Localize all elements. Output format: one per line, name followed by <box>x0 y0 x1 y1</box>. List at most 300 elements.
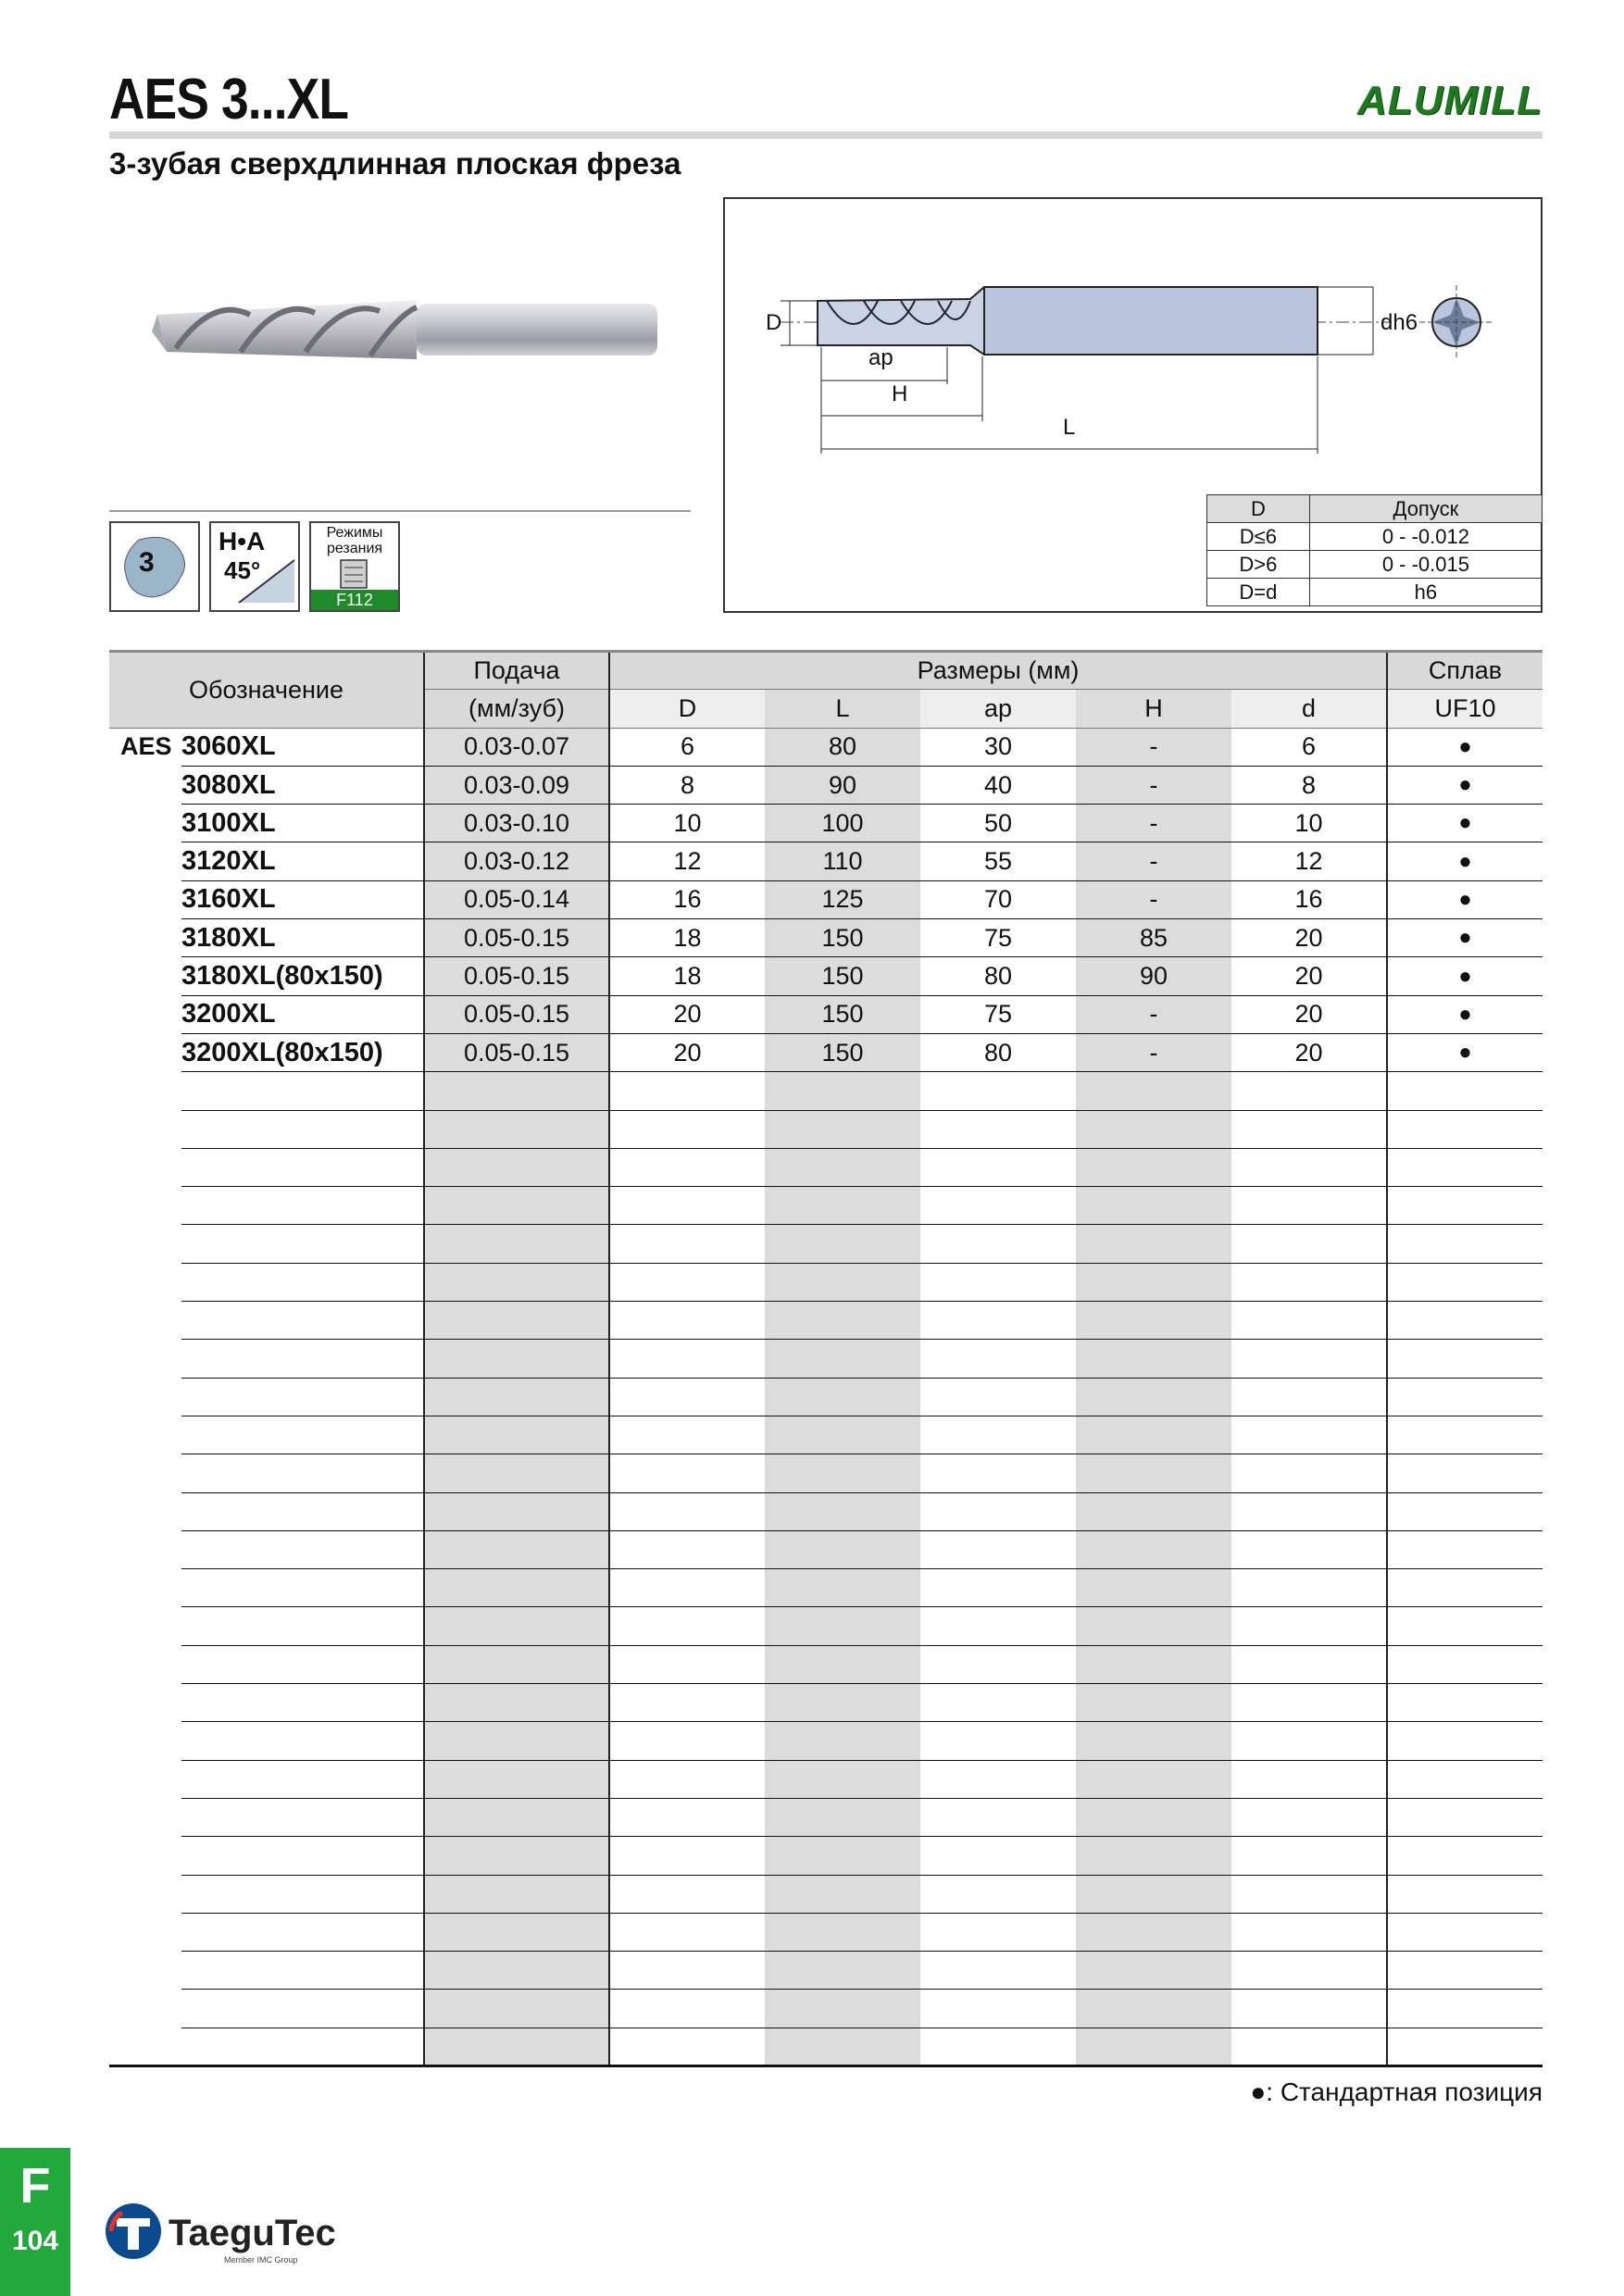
cell-L <box>765 1569 920 1607</box>
cell-ap: 70 <box>920 880 1076 918</box>
cell-L: 150 <box>765 995 920 1033</box>
cell-d: 20 <box>1231 995 1387 1033</box>
cell-L <box>765 1454 920 1492</box>
cell-feed <box>424 1416 609 1454</box>
cell-standard-marker: ● <box>1387 766 1543 804</box>
cell-D <box>609 1148 765 1186</box>
cell-d <box>1231 1990 1387 2028</box>
cell-H: - <box>1076 1033 1231 1071</box>
cell-standard-marker <box>1387 2028 1543 2065</box>
series-prefix <box>109 766 181 804</box>
series-prefix <box>109 1990 181 2028</box>
series-prefix <box>109 1684 181 1722</box>
cell-d <box>1231 1492 1387 1530</box>
cell-L: 125 <box>765 880 920 918</box>
cell-feed: 0.03-0.09 <box>424 766 609 804</box>
cell-feed <box>424 1607 609 1645</box>
cell-d <box>1231 1263 1387 1301</box>
brand-logo: ALUMILL <box>1356 78 1543 123</box>
cell-designation <box>181 1684 424 1722</box>
table-row <box>109 1302 1543 1340</box>
page-subtitle: 3-зубая сверхдлинная плоская фреза <box>109 146 681 181</box>
cell-feed <box>424 1913 609 1951</box>
cell-ap: 80 <box>920 957 1076 995</box>
cell-standard-marker: ● <box>1387 919 1543 957</box>
cell-ap <box>920 2028 1076 2065</box>
cell-feed: 0.03-0.10 <box>424 805 609 842</box>
cell-D <box>609 1416 765 1454</box>
cell-standard-marker <box>1387 1454 1543 1492</box>
cell-feed: 0.05-0.15 <box>424 1033 609 1071</box>
cell-ap <box>920 1722 1076 1760</box>
cell-feed <box>424 1530 609 1568</box>
cell-d <box>1231 1798 1387 1836</box>
cell-ap <box>920 1990 1076 2028</box>
cell-d <box>1231 1416 1387 1454</box>
series-prefix <box>109 1569 181 1607</box>
series-prefix <box>109 1875 181 1913</box>
cell-standard-marker <box>1387 1110 1543 1148</box>
table-row <box>109 1378 1543 1416</box>
cell-L: 150 <box>765 957 920 995</box>
cell-H: - <box>1076 842 1231 880</box>
col-header-H: H <box>1076 690 1231 728</box>
table-row <box>109 1913 1543 1951</box>
cell-d <box>1231 2028 1387 2065</box>
cell-H <box>1076 1760 1231 1798</box>
dim-label-L: L <box>1063 415 1076 440</box>
table-row <box>109 1225 1543 1263</box>
cell-H <box>1076 1837 1231 1875</box>
cell-H <box>1076 1263 1231 1301</box>
taegutec-emblem <box>104 2202 163 2261</box>
cell-ap <box>920 1530 1076 1568</box>
cell-d: 20 <box>1231 1033 1387 1071</box>
cell-designation <box>181 1645 424 1683</box>
series-prefix <box>109 1607 181 1645</box>
cell-D <box>609 1722 765 1760</box>
table-row <box>109 1148 1543 1186</box>
cell-D: 20 <box>609 995 765 1033</box>
cell-D <box>609 1990 765 2028</box>
series-prefix <box>109 1148 181 1186</box>
series-prefix <box>109 805 181 842</box>
cell-L <box>765 1148 920 1186</box>
tolerance-header-tol: Допуск <box>1309 495 1542 523</box>
cell-L <box>765 1760 920 1798</box>
cell-feed: 0.05-0.15 <box>424 919 609 957</box>
cell-standard-marker: ● <box>1387 842 1543 880</box>
cell-feed <box>424 1645 609 1683</box>
cell-D <box>609 1952 765 1990</box>
table-row <box>109 805 1543 842</box>
cell-D <box>609 1798 765 1836</box>
cell-ap: 55 <box>920 842 1076 880</box>
cell-ap <box>920 1263 1076 1301</box>
end-mill-photo <box>139 259 685 398</box>
cell-d <box>1231 1913 1387 1951</box>
cell-H <box>1076 1148 1231 1186</box>
table-row <box>109 1760 1543 1798</box>
cell-standard-marker <box>1387 1378 1543 1416</box>
cell-ap <box>920 1072 1076 1110</box>
section-letter: F <box>19 2158 51 2214</box>
cell-D <box>609 1187 765 1225</box>
cell-d <box>1231 1569 1387 1607</box>
cell-designation <box>181 1837 424 1875</box>
table-row <box>109 1645 1543 1683</box>
cell-D <box>609 1110 765 1148</box>
series-prefix: AES <box>120 732 172 761</box>
col-header-designation: Обозначение <box>109 652 424 729</box>
series-prefix <box>109 1072 181 1110</box>
cell-feed <box>424 1340 609 1378</box>
table-row <box>109 728 1543 766</box>
cell-standard-marker <box>1387 1416 1543 1454</box>
cell-D <box>609 1530 765 1568</box>
cell-D <box>609 1492 765 1530</box>
cell-d <box>1231 1952 1387 1990</box>
cell-H: - <box>1076 728 1231 766</box>
col-header-feed-unit: (мм/зуб) <box>424 690 609 728</box>
cell-L <box>765 1837 920 1875</box>
table-row <box>109 919 1543 957</box>
series-prefix <box>109 1492 181 1530</box>
cell-designation <box>181 1072 424 1110</box>
col-header-grade: UF10 <box>1387 690 1543 728</box>
cell-standard-marker <box>1387 1837 1543 1875</box>
series-prefix <box>109 919 181 957</box>
cell-ap: 80 <box>920 1033 1076 1071</box>
cell-ap <box>920 1416 1076 1454</box>
cell-feed <box>424 1875 609 1913</box>
cell-D <box>609 1340 765 1378</box>
cell-H <box>1076 1952 1231 1990</box>
cell-D <box>609 1607 765 1645</box>
cell-D <box>609 1569 765 1607</box>
series-prefix <box>109 880 181 918</box>
cell-designation <box>181 1913 424 1951</box>
cell-H <box>1076 1378 1231 1416</box>
cell-feed <box>424 1187 609 1225</box>
header-divider <box>109 131 1543 139</box>
cell-designation: 3060XL <box>181 728 424 766</box>
table-row <box>109 1033 1543 1071</box>
cell-standard-marker <box>1387 1990 1543 2028</box>
table-row <box>109 766 1543 804</box>
cell-D <box>609 1263 765 1301</box>
cell-standard-marker: ● <box>1387 805 1543 842</box>
cell-designation <box>181 1530 424 1568</box>
tolerance-header-row <box>1207 495 1543 523</box>
dim-label-ap: ap <box>868 345 893 370</box>
cell-d <box>1231 1454 1387 1492</box>
cell-designation <box>181 1187 424 1225</box>
series-prefix <box>109 957 181 995</box>
cutting-data-icon[interactable] <box>309 521 400 612</box>
cell-d <box>1231 1187 1387 1225</box>
series-prefix <box>109 842 181 880</box>
cell-standard-marker <box>1387 1952 1543 1990</box>
cell-ap <box>920 1798 1076 1836</box>
cell-designation <box>181 1225 424 1263</box>
cell-d <box>1231 1072 1387 1110</box>
cell-L <box>765 1913 920 1951</box>
cell-H <box>1076 1225 1231 1263</box>
cell-L <box>765 1187 920 1225</box>
cell-L <box>765 1340 920 1378</box>
cell-H <box>1076 1913 1231 1951</box>
cell-designation <box>181 1760 424 1798</box>
cell-feed <box>424 1302 609 1340</box>
cell-H <box>1076 2028 1231 2065</box>
dim-label-H: H <box>892 381 908 406</box>
cell-feed <box>424 1952 609 1990</box>
col-header-D: D <box>609 690 765 728</box>
cell-feed <box>424 1072 609 1110</box>
cell-standard-marker: ● <box>1387 957 1543 995</box>
col-header-feed: Подача <box>424 652 609 690</box>
cell-ap: 75 <box>920 995 1076 1033</box>
cell-L: 90 <box>765 766 920 804</box>
cell-D: 12 <box>609 842 765 880</box>
cell-designation <box>181 1492 424 1530</box>
cell-feed <box>424 1225 609 1263</box>
col-header-dimensions: Размеры (мм) <box>609 652 1387 690</box>
cutting-data-label: Режимы резания <box>326 525 383 556</box>
cell-designation: 3080XL <box>181 766 424 804</box>
cell-designation: 3200XL(80x150) <box>181 1033 424 1071</box>
cell-feed <box>424 1722 609 1760</box>
cell-ap <box>920 1645 1076 1683</box>
table-row <box>109 1684 1543 1722</box>
helix-angle-value: 45° <box>224 556 261 584</box>
cell-H: - <box>1076 880 1231 918</box>
cell-L <box>765 2028 920 2065</box>
cell-feed <box>424 1684 609 1722</box>
series-prefix <box>109 1302 181 1340</box>
tolerance-row <box>1207 579 1543 606</box>
cell-d <box>1231 1684 1387 1722</box>
cell-designation <box>181 1722 424 1760</box>
cell-D: 18 <box>609 919 765 957</box>
cell-D <box>609 1302 765 1340</box>
cell-D <box>609 1760 765 1798</box>
cell-standard-marker <box>1387 1913 1543 1951</box>
dim-label-dh6: dh6 <box>1380 310 1418 335</box>
helix-angle-icon <box>209 521 300 612</box>
cell-feed: 0.03-0.12 <box>424 842 609 880</box>
cell-standard-marker <box>1387 1148 1543 1186</box>
table-row <box>109 1072 1543 1110</box>
cell-feed: 0.03-0.07 <box>424 728 609 766</box>
cell-H <box>1076 1875 1231 1913</box>
cell-feed: 0.05-0.15 <box>424 957 609 995</box>
cell-D <box>609 2028 765 2065</box>
cell-designation: 3180XL <box>181 919 424 957</box>
cell-D <box>609 1645 765 1683</box>
cell-designation <box>181 1607 424 1645</box>
cell-D <box>609 1072 765 1110</box>
cell-H <box>1076 1454 1231 1492</box>
cell-ap: 75 <box>920 919 1076 957</box>
cell-ap <box>920 1454 1076 1492</box>
cell-L <box>765 1072 920 1110</box>
cell-standard-marker <box>1387 1263 1543 1301</box>
cell-D: 16 <box>609 880 765 918</box>
table-row <box>109 1416 1543 1454</box>
cell-standard-marker <box>1387 1722 1543 1760</box>
cell-designation <box>181 1302 424 1340</box>
tolerance-table <box>1206 494 1543 606</box>
cell-L: 110 <box>765 842 920 880</box>
cell-designation <box>181 1148 424 1186</box>
cell-standard-marker <box>1387 1187 1543 1225</box>
flutes-icon <box>109 521 200 612</box>
cell-standard-marker <box>1387 1302 1543 1340</box>
cell-L <box>765 1530 920 1568</box>
cell-standard-marker <box>1387 1607 1543 1645</box>
series-prefix <box>109 1454 181 1492</box>
cell-ap <box>920 1378 1076 1416</box>
cell-H <box>1076 1302 1231 1340</box>
cell-standard-marker <box>1387 1340 1543 1378</box>
cell-d: 16 <box>1231 880 1387 918</box>
cell-feed <box>424 1837 609 1875</box>
cell-D <box>609 1837 765 1875</box>
col-header-L: L <box>765 690 920 728</box>
cell-L <box>765 1798 920 1836</box>
cell-ap <box>920 1302 1076 1340</box>
tolerance-value: 0 - -0.015 <box>1309 551 1542 579</box>
cell-d: 12 <box>1231 842 1387 880</box>
cell-D: 20 <box>609 1033 765 1071</box>
cell-H <box>1076 1569 1231 1607</box>
cell-ap: 30 <box>920 728 1076 766</box>
table-row <box>109 995 1543 1033</box>
cell-designation <box>181 1798 424 1836</box>
page-title: AES 3...XL <box>109 68 349 131</box>
cell-ap <box>920 1607 1076 1645</box>
cell-H: - <box>1076 995 1231 1033</box>
cell-d <box>1231 1302 1387 1340</box>
col-header-d: d <box>1231 690 1387 728</box>
cell-standard-marker <box>1387 1072 1543 1110</box>
cell-ap <box>920 1875 1076 1913</box>
table-row <box>109 1990 1543 2028</box>
cell-feed <box>424 1569 609 1607</box>
tolerance-row <box>1207 523 1543 551</box>
cell-L <box>765 1378 920 1416</box>
series-prefix <box>109 995 181 1033</box>
cell-L <box>765 1684 920 1722</box>
cell-L <box>765 1302 920 1340</box>
cell-designation <box>181 1454 424 1492</box>
table-row <box>109 1607 1543 1645</box>
cell-d: 6 <box>1231 728 1387 766</box>
cell-standard-marker <box>1387 1492 1543 1530</box>
cell-H <box>1076 1722 1231 1760</box>
cell-feed <box>424 1492 609 1530</box>
cutting-data-ref: F112 <box>311 590 398 610</box>
cell-H <box>1076 1645 1231 1683</box>
series-prefix <box>109 1530 181 1568</box>
cell-ap <box>920 1913 1076 1951</box>
table-row <box>109 1952 1543 1990</box>
cell-designation <box>181 1569 424 1607</box>
cell-ap <box>920 1760 1076 1798</box>
cell-L <box>765 1722 920 1760</box>
cell-ap: 50 <box>920 805 1076 842</box>
cell-D <box>609 1913 765 1951</box>
cell-designation: 3120XL <box>181 842 424 880</box>
series-prefix <box>109 1416 181 1454</box>
table-row <box>109 1530 1543 1568</box>
cell-ap <box>920 1569 1076 1607</box>
cell-feed <box>424 1990 609 2028</box>
col-header-alloy: Сплав <box>1387 652 1543 690</box>
cell-d <box>1231 1607 1387 1645</box>
cell-H: - <box>1076 766 1231 804</box>
cell-ap <box>920 1148 1076 1186</box>
cell-L: 150 <box>765 1033 920 1071</box>
tolerance-value: h6 <box>1309 579 1542 606</box>
cell-feed <box>424 2028 609 2065</box>
cell-ap <box>920 1684 1076 1722</box>
cell-standard-marker <box>1387 1875 1543 1913</box>
table-row <box>109 1263 1543 1301</box>
cell-standard-marker: ● <box>1387 995 1543 1033</box>
cell-standard-marker <box>1387 1645 1543 1683</box>
cell-L <box>765 1492 920 1530</box>
cell-feed <box>424 1148 609 1186</box>
cell-H <box>1076 1416 1231 1454</box>
cell-D <box>609 1225 765 1263</box>
legend-standard: ●: Стандартная позиция <box>1250 2078 1543 2106</box>
cell-L <box>765 1875 920 1913</box>
table-row <box>109 1875 1543 1913</box>
cell-d <box>1231 1148 1387 1186</box>
cell-ap: 40 <box>920 766 1076 804</box>
series-prefix <box>109 1033 181 1071</box>
maker-subtitle: Member IMC Group <box>224 2255 298 2265</box>
helix-label: H•A <box>219 527 266 555</box>
series-prefix <box>109 2028 181 2065</box>
cell-H <box>1076 1492 1231 1530</box>
cell-designation <box>181 1340 424 1378</box>
series-prefix <box>109 1263 181 1301</box>
cell-designation <box>181 2028 424 2065</box>
series-prefix <box>109 1837 181 1875</box>
cell-d: 10 <box>1231 805 1387 842</box>
table-row <box>109 1187 1543 1225</box>
cell-standard-marker <box>1387 1684 1543 1722</box>
cell-D <box>609 1454 765 1492</box>
cell-feed <box>424 1378 609 1416</box>
cell-designation: 3180XL(80x150) <box>181 957 424 995</box>
table-row <box>109 1798 1543 1836</box>
cell-D <box>609 1684 765 1722</box>
cell-ap <box>920 1952 1076 1990</box>
cell-L <box>765 1416 920 1454</box>
page-number: 104 <box>11 2226 59 2256</box>
cell-H: 90 <box>1076 957 1231 995</box>
series-prefix <box>109 1187 181 1225</box>
cell-standard-marker: ● <box>1387 880 1543 918</box>
series-prefix <box>109 1225 181 1263</box>
cell-H <box>1076 1990 1231 2028</box>
cell-L <box>765 1110 920 1148</box>
